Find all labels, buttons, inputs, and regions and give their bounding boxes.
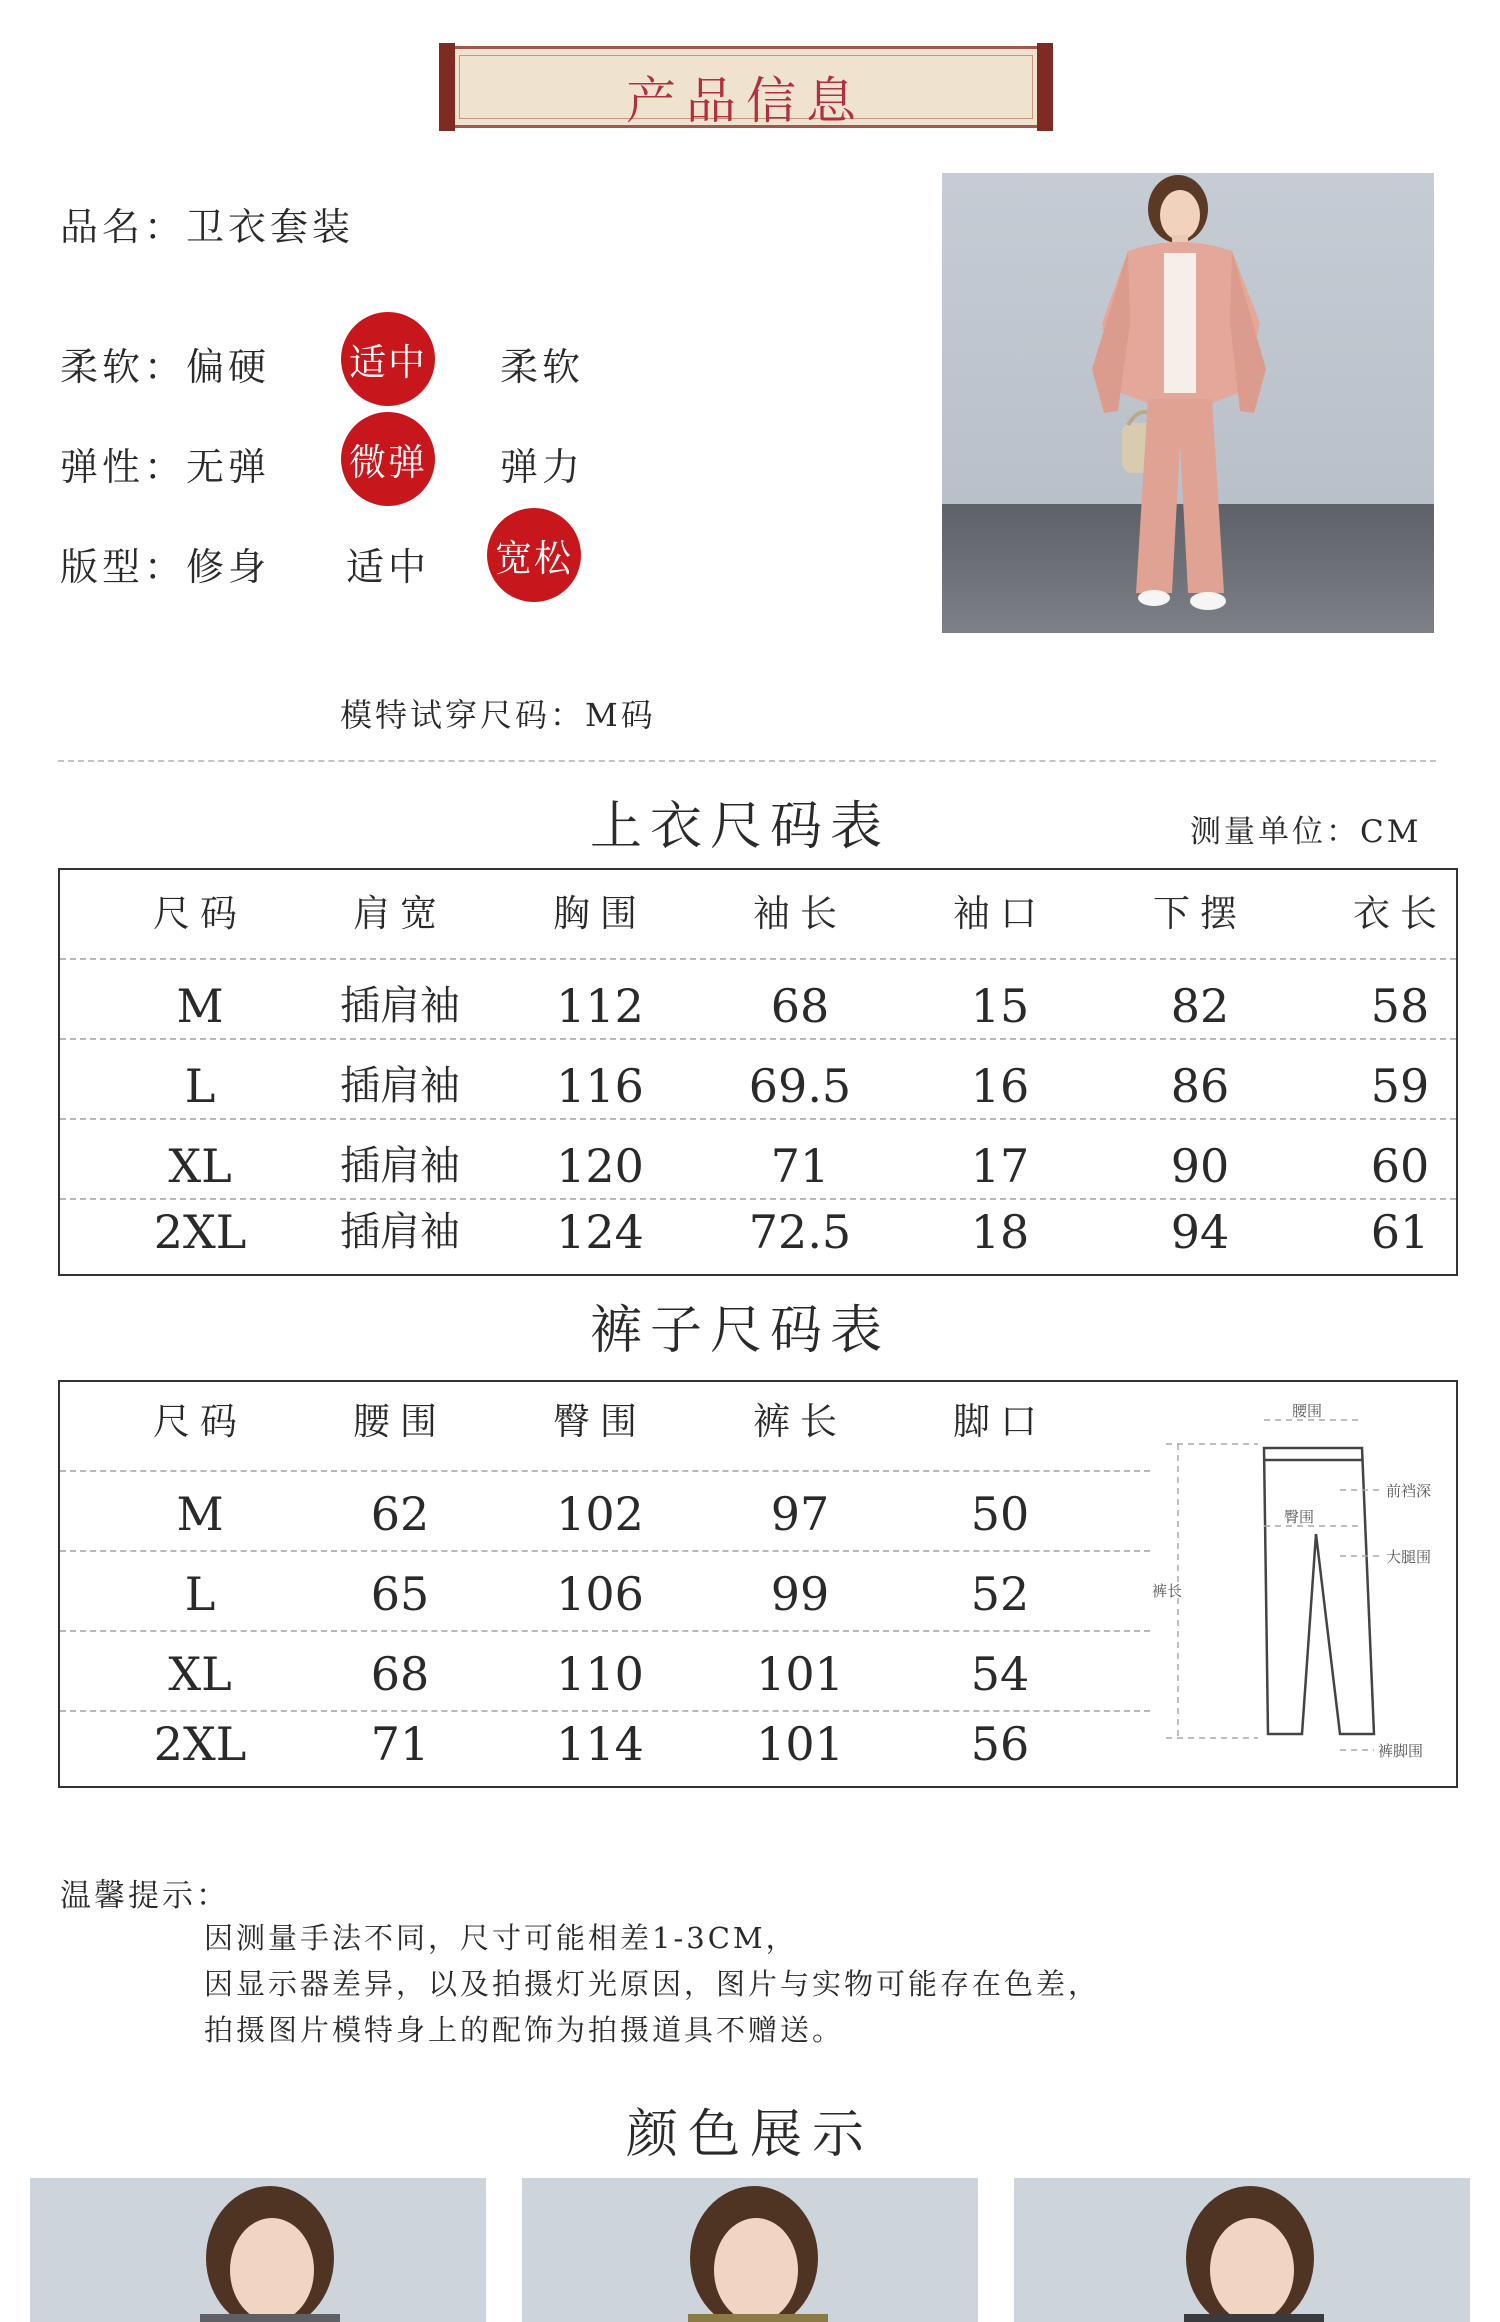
- size-cell: M: [176, 979, 224, 1033]
- row-divider: [60, 1470, 1150, 1472]
- attr-softness-option-3: 柔软: [500, 345, 585, 389]
- size-cell: 2XL: [153, 1205, 247, 1259]
- table-row: [60, 1554, 1160, 1634]
- header-cell: 腰围: [353, 1400, 447, 1443]
- header-cell: 肩宽: [353, 892, 447, 935]
- banner-cap-right: [1037, 43, 1053, 131]
- table-cell: 58: [1370, 979, 1430, 1033]
- table-cell: 62: [370, 1487, 430, 1541]
- table-cell: 82: [1170, 979, 1230, 1033]
- header-cell: 袖口: [953, 892, 1047, 935]
- model-thumbnail-illustration: [1014, 2178, 1470, 2322]
- attr-fit-label: 版型：: [60, 545, 187, 589]
- size-cell: L: [184, 1567, 216, 1621]
- table-cell: 16: [970, 1059, 1030, 1113]
- table-cell: 插肩袖: [340, 1209, 460, 1255]
- table-row: [60, 1634, 1160, 1714]
- color-section-title: 颜色展示: [625, 2105, 874, 2165]
- table-cell: 114: [556, 1717, 644, 1771]
- table-cell: 60: [1370, 1139, 1430, 1193]
- header-cell: 尺码: [153, 892, 247, 935]
- table-row: [60, 1704, 1160, 1784]
- diagram-label-hip: 臀围: [1284, 1508, 1315, 1526]
- model-thumbnail-illustration: [522, 2178, 978, 2322]
- table-cell: 102: [556, 1487, 644, 1541]
- table-cell: 65: [370, 1567, 430, 1621]
- table-cell: 插肩袖: [340, 1143, 460, 1189]
- model-illustration: [942, 173, 1434, 633]
- table-cell: 17: [970, 1139, 1030, 1193]
- attr-elasticity-label: 弹性：: [60, 445, 187, 489]
- header-cell: 臀围: [553, 1400, 647, 1443]
- color-thumbnail[interactable]: [30, 2178, 486, 2322]
- diagram-label-rise: 前裆深: [1386, 1482, 1432, 1500]
- model-size-note: 模特试穿尺码：M码: [340, 696, 656, 734]
- header-cell: 胸围: [553, 892, 647, 935]
- table-header-row: [60, 874, 1456, 954]
- table-cell: 68: [370, 1647, 430, 1701]
- table-cell: 69.5: [748, 1059, 852, 1113]
- table-row: [60, 1474, 1160, 1554]
- table-cell: 52: [970, 1567, 1030, 1621]
- top-table-title: 上衣尺码表: [589, 797, 890, 857]
- header-cell: 衣长: [1353, 892, 1447, 935]
- size-cell: M: [176, 1487, 224, 1541]
- product-name-value: 卫衣套装: [186, 205, 355, 249]
- header-cell: 下摆: [1153, 892, 1247, 935]
- table-cell: 71: [370, 1717, 430, 1771]
- table-cell: 18: [970, 1205, 1030, 1259]
- header-cell: 裤长: [753, 1400, 847, 1443]
- table-cell: 插肩袖: [340, 1063, 460, 1109]
- table-cell: 94: [1170, 1205, 1230, 1259]
- product-name-label: 品名：: [60, 205, 187, 249]
- tip-line: 因测量手法不同，尺寸可能相差1-3CM，: [204, 1921, 798, 1955]
- attr-softness-option-1: 偏硬: [186, 345, 271, 389]
- top-size-table: [58, 868, 1458, 1276]
- table-cell: 112: [556, 979, 644, 1033]
- product-photo: [942, 173, 1434, 633]
- tips-title: 温馨提示：: [60, 1878, 230, 1914]
- table-cell: 101: [756, 1717, 844, 1771]
- color-thumbnail[interactable]: [1014, 2178, 1470, 2322]
- header-cell: 尺码: [153, 1400, 247, 1443]
- table-cell: 56: [970, 1717, 1030, 1771]
- attr-elasticity-selected: 微弹: [341, 412, 435, 506]
- row-divider: [60, 1630, 1150, 1632]
- section-divider: [58, 760, 1436, 762]
- header-cell: 袖长: [753, 892, 847, 935]
- attr-elasticity-option-3: 弹力: [500, 445, 585, 489]
- table-cell: 71: [770, 1139, 830, 1193]
- diagram-label-thigh: 大腿围: [1386, 1548, 1432, 1566]
- table-cell: 124: [556, 1205, 644, 1259]
- table-header-row: [60, 1382, 1160, 1462]
- model-thumbnail-illustration: [30, 2178, 486, 2322]
- table-cell: 116: [556, 1059, 644, 1113]
- table-cell: 97: [770, 1487, 830, 1541]
- table-cell: 106: [556, 1567, 644, 1621]
- diagram-label-length: 裤长: [1152, 1582, 1183, 1600]
- size-cell: 2XL: [153, 1717, 247, 1771]
- table-cell: 120: [556, 1139, 644, 1193]
- row-divider: [60, 1038, 1456, 1040]
- attr-fit-selected: 宽松: [487, 508, 581, 602]
- banner-title: 产品信息: [626, 72, 866, 130]
- diagram-label-waist: 腰围: [1292, 1402, 1323, 1420]
- size-cell: XL: [168, 1647, 232, 1701]
- attr-elasticity-option-1: 无弹: [186, 445, 271, 489]
- table-cell: 110: [556, 1647, 644, 1701]
- tip-line: 拍摄图片模特身上的配饰为拍摄道具不赠送。: [204, 2013, 845, 2047]
- table-cell: 61: [1370, 1205, 1430, 1259]
- pants-table-title: 裤子尺码表: [589, 1301, 890, 1361]
- table-cell: 90: [1170, 1139, 1230, 1193]
- tip-line: 因显示器差异，以及拍摄灯光原因，图片与实物可能存在色差，: [204, 1967, 1101, 2001]
- pants-size-table: [58, 1380, 1458, 1788]
- table-cell: 101: [756, 1647, 844, 1701]
- table-cell: 86: [1170, 1059, 1230, 1113]
- size-cell: L: [184, 1059, 216, 1113]
- row-divider: [60, 958, 1456, 960]
- table-cell: 59: [1370, 1059, 1430, 1113]
- header-cell: 脚口: [953, 1400, 1047, 1443]
- table-cell: 50: [970, 1487, 1030, 1541]
- pants-diagram: [1140, 1396, 1440, 1776]
- attr-softness-label: 柔软：: [60, 345, 187, 389]
- diagram-label-leg-opening: 裤脚围: [1378, 1742, 1424, 1760]
- color-thumbnail[interactable]: [522, 2178, 978, 2322]
- row-divider: [60, 1118, 1456, 1120]
- size-cell: XL: [168, 1139, 232, 1193]
- attr-fit-option-1: 修身: [186, 545, 271, 589]
- table-cell: 68: [770, 979, 830, 1033]
- measure-unit: 测量单位：CM: [1190, 814, 1422, 850]
- table-cell: 99: [770, 1567, 830, 1621]
- row-divider: [60, 1550, 1150, 1552]
- table-cell: 15: [970, 979, 1030, 1033]
- section-banner: [450, 46, 1042, 128]
- table-cell: 插肩袖: [340, 983, 460, 1029]
- attr-softness-selected: 适中: [341, 312, 435, 406]
- attr-fit-option-2: 适中: [346, 545, 431, 589]
- table-cell: 54: [970, 1647, 1030, 1701]
- table-cell: 72.5: [748, 1205, 852, 1259]
